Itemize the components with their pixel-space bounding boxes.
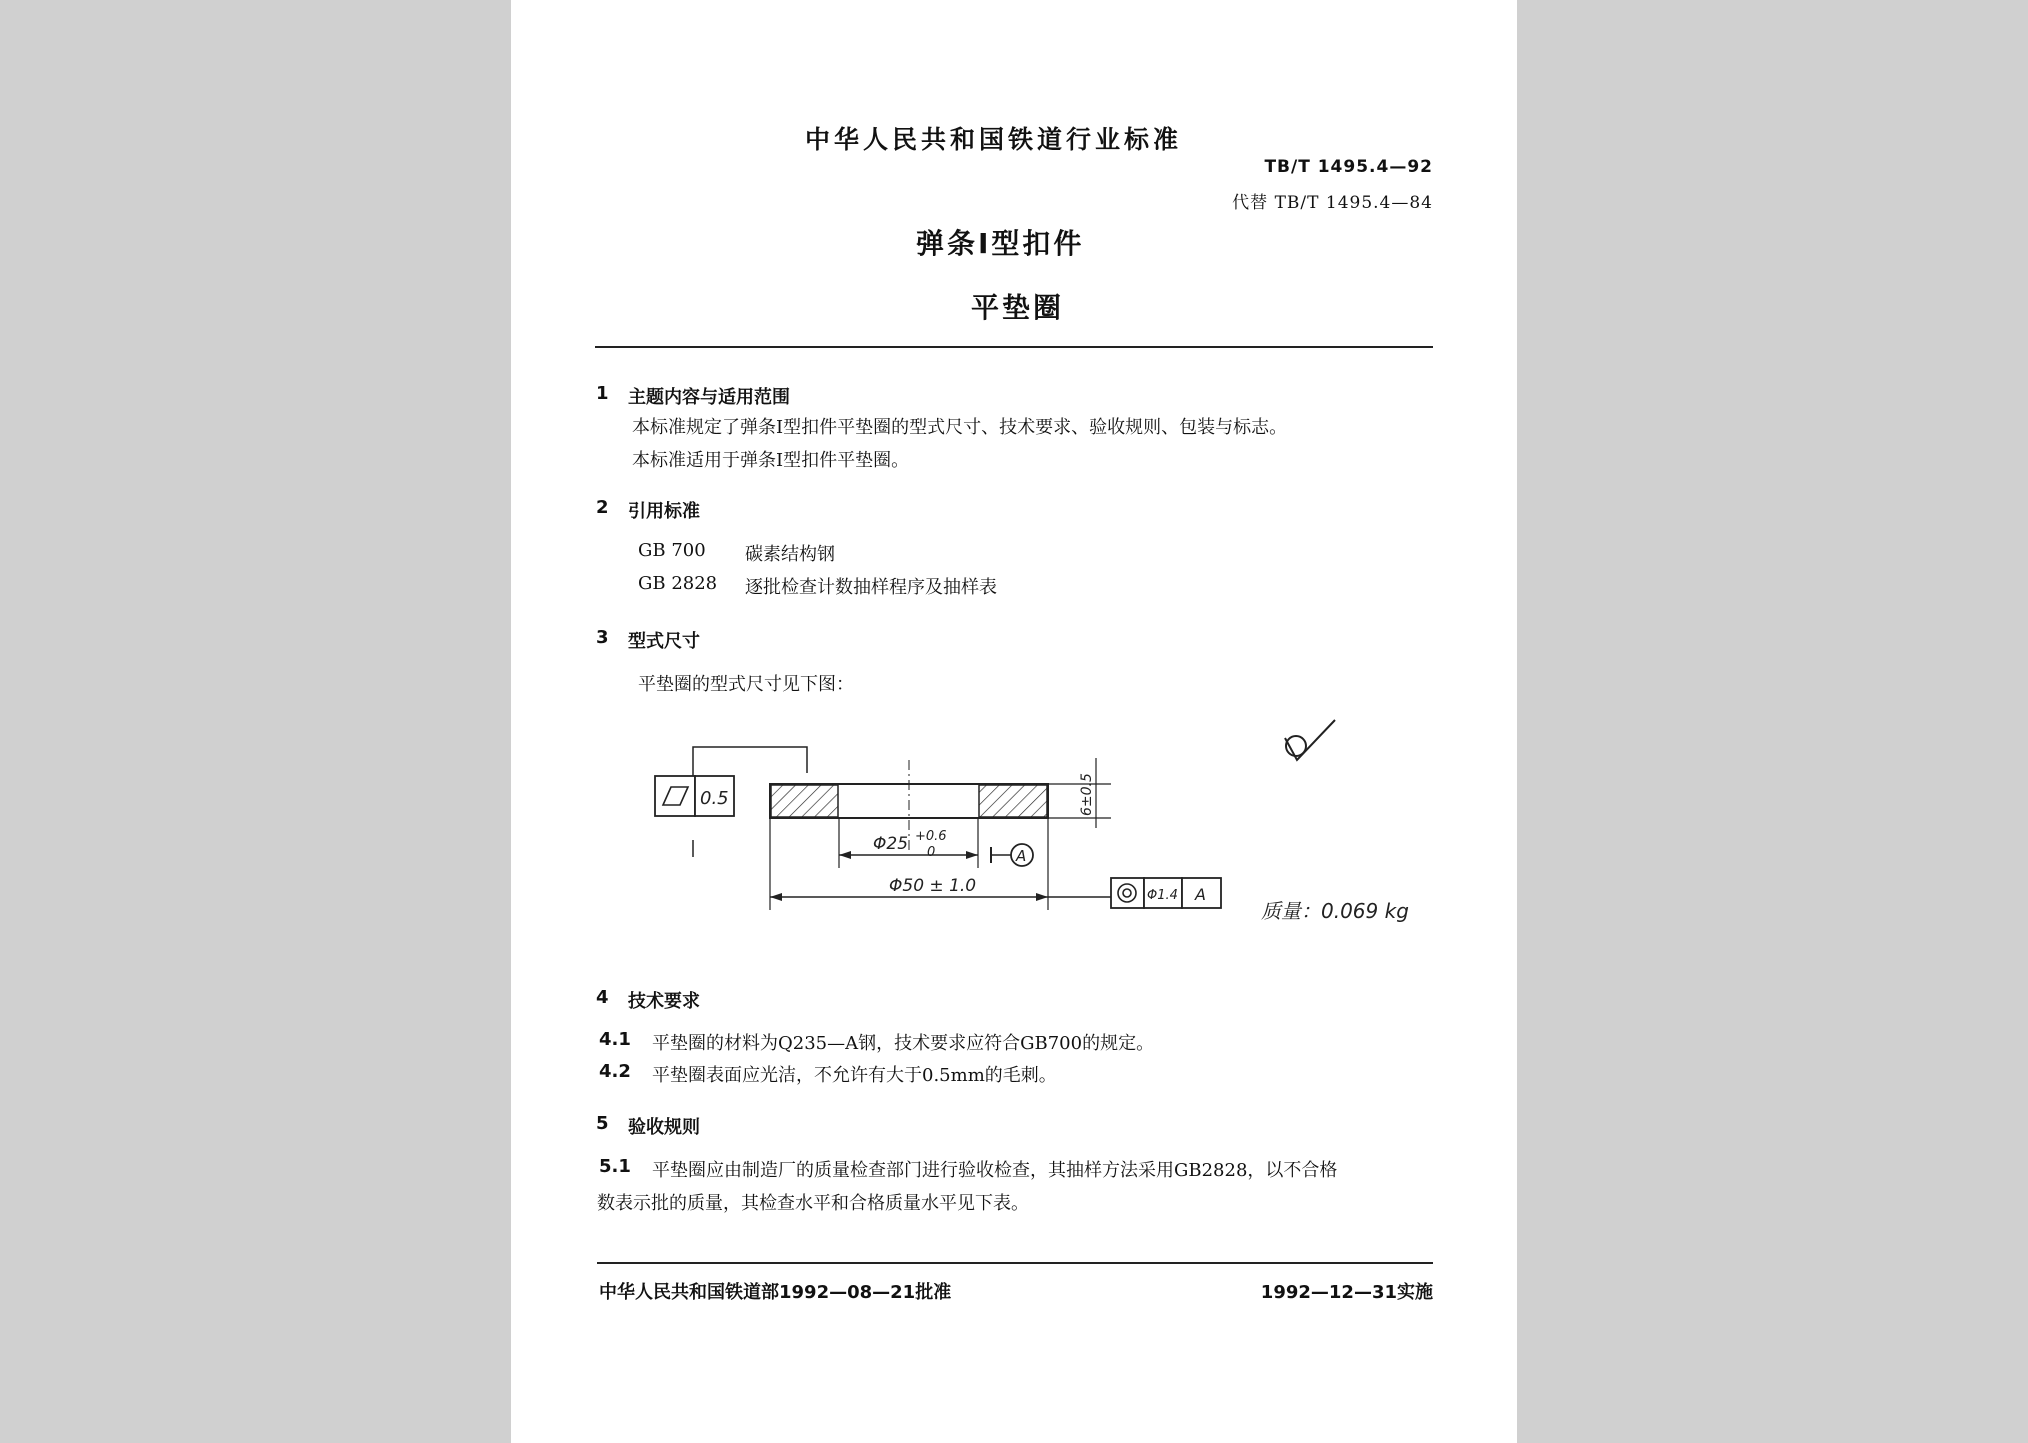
item-4-1-text: 平垫圈的材料为Q235—A钢，技术要求应符合GB700的规定。	[652, 1033, 1155, 1054]
outer-dia-dim: Φ50 ± 1.0	[889, 876, 977, 896]
item-5-1-line-2: 数表示批的质量，其检查水平和合格质量水平见下表。	[597, 1193, 1029, 1214]
replaces-note: 代替 TB/T 1495.4—84	[1232, 193, 1433, 213]
datum-label: A	[1016, 847, 1027, 865]
section-1-para-2: 本标准适用于弹条Ⅰ型扣件平垫圈。	[632, 450, 910, 471]
section-4-num: 4	[596, 987, 609, 1008]
coaxiality-tol: Φ1.4	[1147, 888, 1178, 903]
inner-dia-tol-upper: +0.6	[915, 829, 947, 844]
document-page	[511, 0, 1517, 1443]
flatness-tol-value: 0.5	[700, 788, 729, 809]
footer-rule	[597, 1262, 1433, 1264]
section-4-heading: 技术要求	[628, 991, 700, 1012]
ref-name-1: 碳素结构钢	[745, 544, 835, 565]
washer-hatch-right	[979, 785, 1047, 817]
org-title: 中华人民共和国铁道行业标准	[805, 125, 1183, 154]
item-4-2-text: 平垫圈表面应光洁，不允许有大于0.5mm的毛刺。	[652, 1065, 1057, 1086]
effective-date: 1992—12—31实施	[1260, 1282, 1433, 1303]
section-1-para-1: 本标准规定了弹条Ⅰ型扣件平垫圈的型式尺寸、技术要求、验收规则、包装与标志。	[632, 417, 1288, 438]
std-number: TB/T 1495.4—92	[1264, 157, 1433, 177]
doc-subtitle: 平垫圈	[971, 291, 1065, 324]
item-4-2-num: 4.2	[599, 1061, 631, 1082]
section-3-heading: 型式尺寸	[628, 631, 700, 652]
section-5-num: 5	[596, 1113, 609, 1134]
surface-finish-symbol	[1285, 720, 1335, 760]
ref-name-2: 逐批检查计数抽样程序及抽样表	[745, 577, 997, 598]
inner-dia-tol-lower: 0	[927, 845, 936, 860]
washer-hatch-left	[771, 785, 838, 817]
ref-code-1: GB 700	[638, 540, 706, 561]
item-4-1-num: 4.1	[599, 1029, 631, 1050]
coaxiality-datum: A	[1195, 885, 1206, 904]
ref-code-2: GB 2828	[638, 573, 718, 594]
section-2-num: 2	[596, 497, 609, 518]
item-5-1-num: 5.1	[599, 1156, 631, 1177]
section-5-heading: 验收规则	[628, 1117, 700, 1138]
item-5-1-line-1: 平垫圈应由制造厂的质量检查部门进行验收检查，其抽样方法采用GB2828，以不合格	[652, 1160, 1338, 1181]
section-2-heading: 引用标准	[628, 501, 700, 522]
header-rule	[595, 346, 1433, 348]
thickness-dim: 6±0.5	[1079, 773, 1095, 816]
inner-dia-dim: Φ25	[873, 834, 909, 854]
coaxiality-frame	[1111, 878, 1144, 908]
section-3-para: 平垫圈的型式尺寸见下图：	[638, 674, 854, 695]
washer-drawing	[511, 700, 1517, 960]
doc-title: 弹条Ⅰ型扣件	[916, 227, 1085, 260]
flatness-frame	[655, 776, 695, 816]
approval-note: 中华人民共和国铁道部1992—08—21批准	[599, 1282, 952, 1303]
section-3-num: 3	[596, 627, 609, 648]
mass-note: 质量：0.069 kg	[1261, 899, 1409, 923]
section-1-heading: 主题内容与适用范围	[628, 387, 790, 408]
section-1-num: 1	[596, 383, 609, 404]
